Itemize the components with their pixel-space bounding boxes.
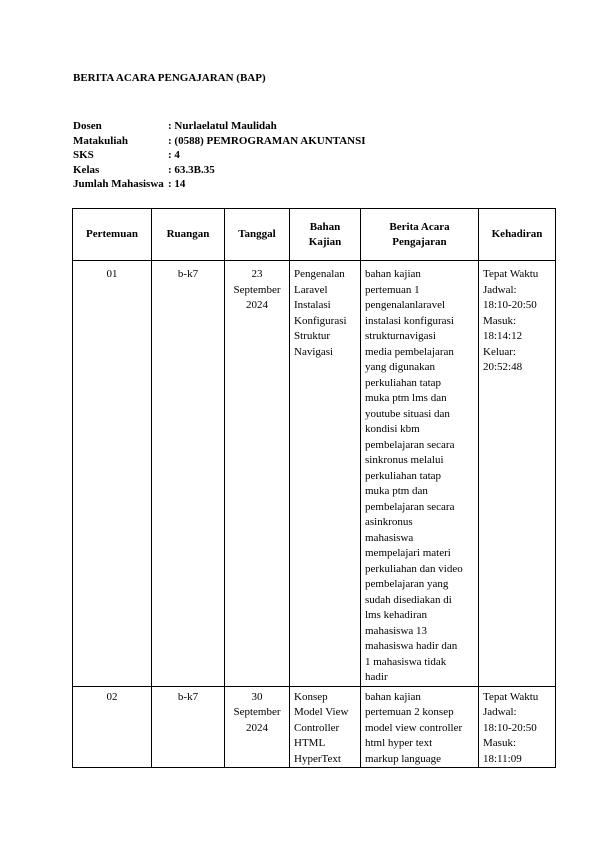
cell-line: pembelajaran secara xyxy=(365,438,455,451)
cell-line: sudah disediakan di xyxy=(365,593,452,606)
cell-bahan-kajian xyxy=(290,686,361,768)
cell-line: pembelajaran yang xyxy=(365,578,449,590)
table-header-row xyxy=(73,209,556,261)
info-row-sks xyxy=(73,148,365,163)
cell-bahan-kajian xyxy=(290,261,361,687)
cell-line: pembelajaran secara xyxy=(365,500,455,513)
header-bahan-kajian xyxy=(290,209,361,261)
header-line: Bahan xyxy=(309,220,341,233)
cell-line: pengenalanlaravel xyxy=(365,299,446,311)
cell-line: perkuliahan tatap xyxy=(365,376,442,389)
info-value: : Nurlaelatul Maulidah xyxy=(168,120,277,132)
cell-line: b-k7 xyxy=(177,268,199,280)
header-kehadiran: Kehadiran xyxy=(479,209,556,261)
table-row xyxy=(73,686,556,768)
cell-line: Masuk: xyxy=(483,737,516,749)
header-line: Berita Acara xyxy=(389,220,450,233)
info-value: : (0588) PEMROGRAMAN AKUNTANSI xyxy=(168,134,366,147)
cell-line: HyperText xyxy=(294,752,341,765)
cell-kehadiran xyxy=(479,261,556,687)
cell-line: Keluar: xyxy=(483,345,516,358)
info-label: Matakuliah xyxy=(73,134,129,147)
cell-line: markup language xyxy=(365,752,442,765)
cell-line: bahan kajian xyxy=(365,268,421,280)
cell-line: Navigasi xyxy=(294,345,334,358)
cell-line: perkuliahan tatap xyxy=(365,469,442,482)
info-label: Jumlah Mahasiswa xyxy=(73,178,164,190)
cell-ruangan xyxy=(152,261,225,687)
cell-line: Jadwal: xyxy=(483,706,517,718)
cell-line: September xyxy=(233,283,281,296)
cell-line: HTML xyxy=(294,737,326,749)
cell-line: perkuliahan dan video xyxy=(365,562,463,575)
cell-line: youtube situasi dan xyxy=(365,407,450,420)
cell-line: mempelajari materi xyxy=(365,547,451,559)
cell-line: 18:10-20:50 xyxy=(483,299,537,311)
info-row-kelas xyxy=(73,163,365,178)
info-row-matakuliah xyxy=(73,134,365,149)
info-row-dosen xyxy=(73,119,365,134)
cell-pertemuan xyxy=(73,261,152,687)
cell-line: sinkronus melalui xyxy=(365,454,444,466)
cell-tanggal xyxy=(225,686,290,768)
header-pertemuan: Pertemuan xyxy=(73,209,152,261)
cell-line: asinkronus xyxy=(365,516,413,528)
cell-line: lms kehadiran xyxy=(365,609,428,621)
cell-line: mahasiswa 13 xyxy=(365,624,428,637)
cell-line: mahasiswa hadir dan xyxy=(365,640,458,652)
info-row-jumlah-mahasiswa xyxy=(73,177,365,192)
cell-line: September xyxy=(233,706,281,718)
cell-line: mahasiswa xyxy=(365,531,414,544)
cell-line: pertemuan 1 xyxy=(365,283,420,296)
cell-line: 01 xyxy=(106,268,118,280)
cell-line: media pembelajaran xyxy=(365,345,454,358)
cell-line: 30 xyxy=(251,690,263,703)
cell-line: Model View xyxy=(294,706,349,718)
cell-line: model view controller xyxy=(365,721,463,734)
header-line: Pengajaran xyxy=(392,235,447,248)
cell-line: 02 xyxy=(106,690,118,703)
cell-line: 20:52:48 xyxy=(483,361,523,373)
cell-berita-acara xyxy=(361,261,479,687)
header-tanggal: Tanggal xyxy=(225,209,290,261)
info-label: Dosen xyxy=(73,120,102,132)
cell-line: Masuk: xyxy=(483,314,516,327)
document-title: BERITA ACARA PENGAJARAN (BAP) xyxy=(73,72,266,84)
cell-line: instalasi konfigurasi xyxy=(365,314,454,327)
cell-line: Konfigurasi xyxy=(294,314,347,327)
course-info xyxy=(73,119,365,192)
cell-line: muka ptm lms dan xyxy=(365,392,447,404)
cell-line: 2024 xyxy=(246,299,268,311)
cell-line: pertemuan 2 konsep xyxy=(365,706,454,718)
cell-line: Pengenalan xyxy=(294,268,345,280)
info-value: : 63.3B.35 xyxy=(168,163,215,176)
cell-line: Tepat Waktu xyxy=(483,690,539,703)
cell-line: muka ptm dan xyxy=(365,485,428,497)
cell-tanggal xyxy=(225,261,290,687)
header-berita-acara xyxy=(361,209,479,261)
cell-line: html hyper text xyxy=(365,737,433,749)
info-label: SKS xyxy=(73,149,94,161)
cell-line: hadir xyxy=(365,671,388,683)
cell-line: 18:11:09 xyxy=(483,752,522,765)
cell-line: bahan kajian xyxy=(365,690,421,703)
cell-pertemuan xyxy=(73,686,152,768)
info-value: : 4 xyxy=(168,149,180,161)
cell-line: Controller xyxy=(294,721,340,734)
cell-line: Instalasi xyxy=(294,299,331,311)
cell-berita-acara xyxy=(361,686,479,768)
cell-line: 18:10-20:50 xyxy=(483,721,537,734)
table-row xyxy=(73,261,556,687)
cell-line: 2024 xyxy=(246,721,268,734)
info-label: Kelas xyxy=(73,163,100,176)
cell-line: strukturnavigasi xyxy=(365,330,436,342)
cell-line: Jadwal: xyxy=(483,283,517,296)
cell-line: Laravel xyxy=(294,283,328,296)
header-line: Kajian xyxy=(308,235,342,248)
cell-line: kondisi kbm xyxy=(365,423,420,435)
cell-ruangan xyxy=(152,686,225,768)
cell-line: 1 mahasiswa tidak xyxy=(365,655,447,668)
cell-line: 18:14:12 xyxy=(483,330,523,342)
cell-line: b-k7 xyxy=(177,690,199,703)
cell-line: Konsep xyxy=(294,690,328,703)
cell-kehadiran xyxy=(479,686,556,768)
cell-line: Tepat Waktu xyxy=(483,268,539,280)
cell-line: 23 xyxy=(251,268,263,280)
bap-table xyxy=(72,208,556,768)
cell-line: Struktur xyxy=(294,330,331,342)
header-ruangan: Ruangan xyxy=(152,209,225,261)
info-value: : 14 xyxy=(168,178,186,190)
cell-line: yang digunakan xyxy=(365,361,435,373)
